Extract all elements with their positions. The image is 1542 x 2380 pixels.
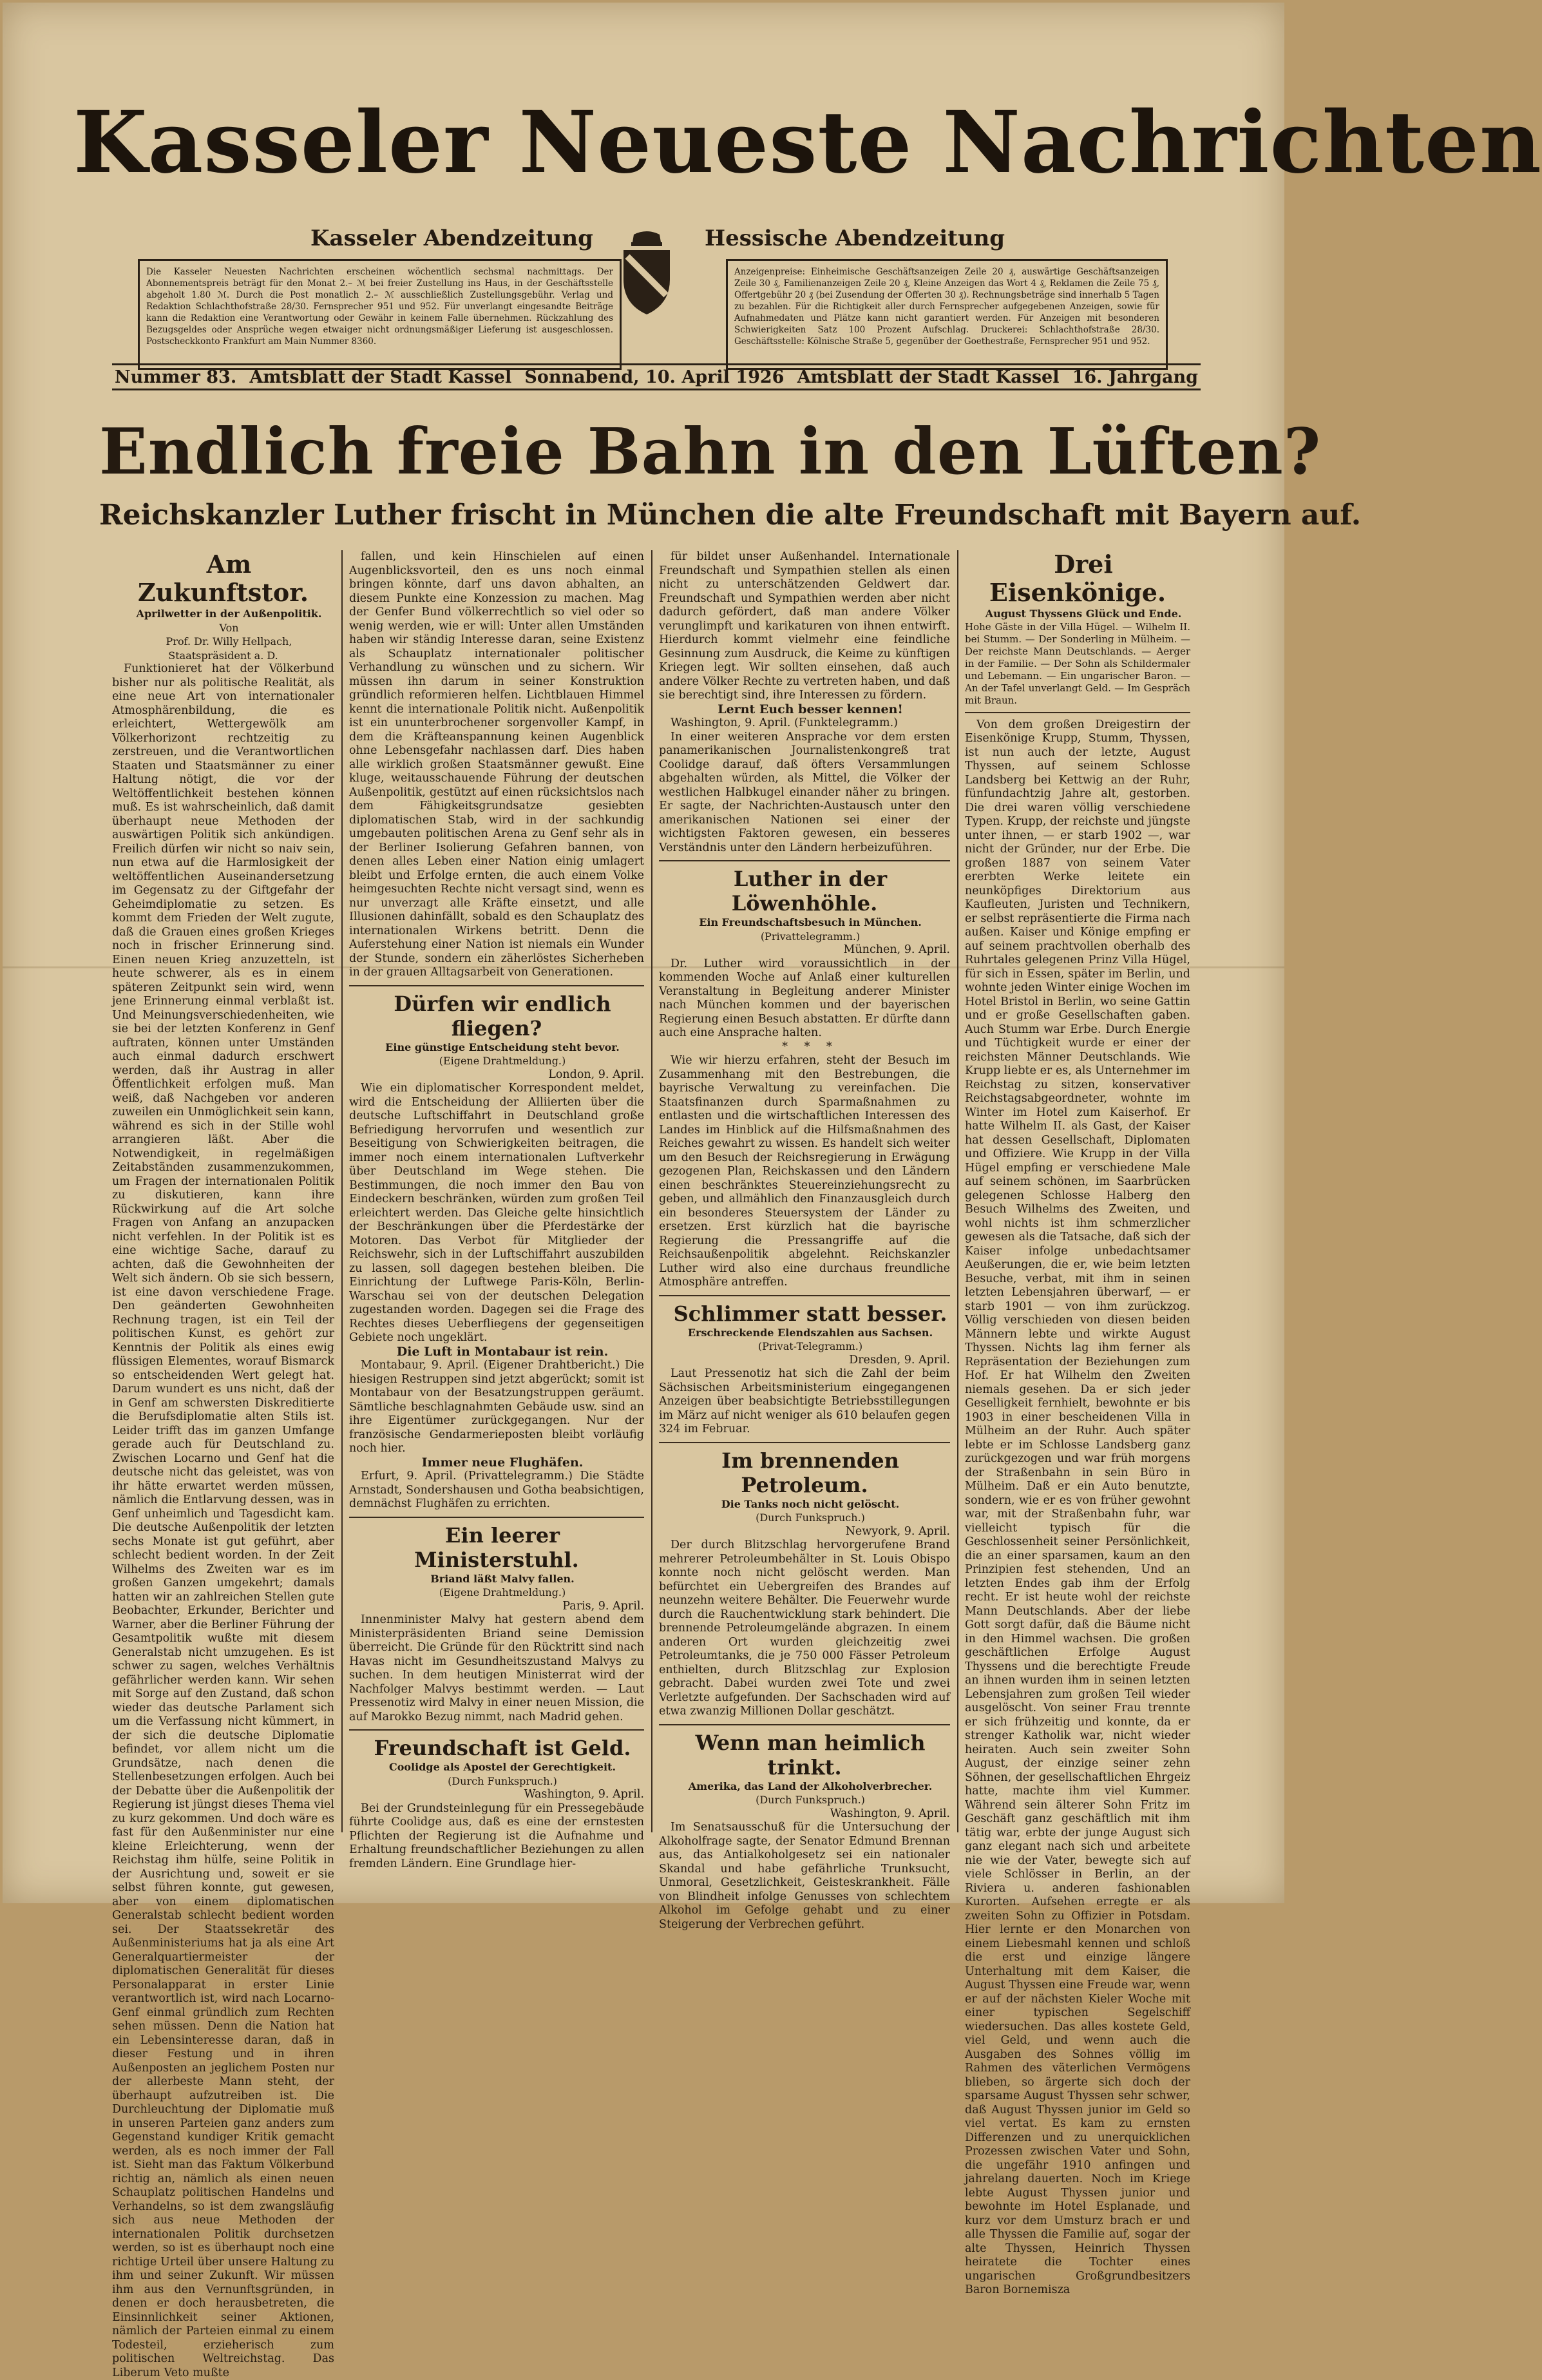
main-headline: Endlich freie Bahn in den Lüften? xyxy=(99,415,1322,489)
article-divider xyxy=(349,1517,644,1518)
article-source: (Durch Funkspruch.) xyxy=(756,1511,865,1524)
subscription-info-box: Die Kasseler Neuesten Nachrichten erscheinen wöchentlich sechsmal nachmittags. Der Abonnementspreis beträgt für den Monat 2.– ℳ bei freier Zustellung ins Haus, in der Geschäftsstelle abgeholt 1.80 ℳ. Durch die Post monatlich 2.– ℳ ausschließlich Zustellungsgebühr. Verlag und Redaktion Schlachthofstraße 28/30. Fernsprecher 951 und 952. Für unverlangt eingesandte Beiträge kann die Redaktion eine Verantwortung oder Gewähr in keinem Falle übernehmen. Rückzahlung des Bezugsgeldes oder Ansprüche wegen etwaiger nicht ordnungsmäßiger Lieferung ist ausgeschlossen. Postscheckkonto Frankfurt am Main Nummer 8360. xyxy=(138,259,622,370)
amtsblatt-label: Amtsblatt der Stadt Kassel xyxy=(249,367,512,387)
article-dateline: Washington, 9. April. xyxy=(524,1788,644,1801)
newspaper-page xyxy=(3,3,1542,2379)
article-body: fallen, und kein Hinschielen auf einen Augenblicksvorteil, den es uns noch einmal bringen könnte, darf uns davon abhalten, an diesem Punkte eine Konzession zu machen. Mag der Genfer Bund völkerrechtlich so viel oder so wenig werden, wie er will: Unter allen Umständen haben wir ständig Interesse daran, seine Existenz als Schauplatz internationaler politischer Verhandlung zu wünschen und zu sichern. Wir müssen ihn darum in seiner Konstruktion gründlich reformieren helfen. Lichtblauen Himmel kennt die internationale Politik nicht. Außenpolitik ist ein ununterbrochener sorgenvoller Kampf, in dem die Kräfteanspannung keinen Augenblick ohne Lebensgefahr nachlassen darf. Dies haben alle wirklich großen Staatsmänner gewußt. Eine kluge, weitausschauende Führung der deutschen Außenpolitik, gestützt auf einen rücksichtslos nach dem Fähigkeitsgrundsatze gesiebten diplomatischen Stab, wird in der sachkundig umgebauten politischen Arena zu Genf sehr als in der Berliner Isolierung Gefahren bannen, von denen alles Leben einer Nation einig umlagert bleibt und Erfolge ernten, die auch einem Volke heimgesuchten Rechte nicht versagt sind, wenn es nur unverzagt alle Kräfte einsetzt, und alle Illusionen dahinfällt, sobald es den Schauplatz des internationalen Wirkens betritt. Denn die Auferstehung einer Nation ist niemals ein Wunder der Stunde, sondern ein zäherlöstes Sicherheben in der grauen Alltagsarbeit von Generationen. xyxy=(349,550,644,979)
article-title: Ein leerer Ministerstuhl. xyxy=(414,1522,579,1572)
article-dateline: Washington, 9. April. (Funktelegramm.) xyxy=(671,716,899,729)
column-4 xyxy=(965,550,1190,2296)
article-divider xyxy=(349,985,644,986)
coat-of-arms-icon xyxy=(614,228,679,318)
dateline xyxy=(112,363,1201,390)
article-source: (Durch Funkspruch.) xyxy=(448,1774,557,1787)
article-body: Von dem großen Dreigestirn der Eisenkönige Krupp, Stumm, Thyssen, ist nun auch der letzte, August Thyssen, auf seinem Schlosse Landsberg bei Kettwig an der Ruhr, fünfundachtzig Jahre alt, gestorben. Die drei waren völlig verschiedene Typen. Krupp, der reichste und jüngste unter ihnen, — er starb 1902 —, war nicht der Gründer, nur der Erbe. Die großen 1887 von seinem Vater ererbten Werke leitete ein neunköpfiges Direktorium aus Kaufleuten, Juristen und Technikern, er selbst repräsentierte die Firma nach außen. Kaiser und Könige empfing er auf seinem prachtvollen oberhalb des Ruhrtales gelegenen Prinz Villa Hügel, für sich in Essen, später im Berlin, und wohnte jeden Winter einige Wochen im Hotel Bristol in Berlin, wo seine Gattin und er große Gesellschaften gaben. Auch Stumm war Erbe. Durch Energie und Tüchtigkeit wurde er einer der reichsten Männer Deutschlands. Wie Krupp liebte er es, als Unternehmer im Reichstag zu sitzen, konservativer Reichstagsabgeordneter, wohnte im Winter im Hotel zum Kaiserhof. Er hatte Wilhelm II. als Gast, der Kaiser hat dessen Gesellschaft, Diplomaten und Offiziere. Wie Krupp in der Villa Hügel empfing er verschiedene Male auf seinem schönen, im Saarbrücken gelegenen Schlosse Halberg den Besuch Wilhelms des Zweiten, und wohl nichts ist ihm schmerzlicher gewesen als die Tatsache, daß sich der Kaiser infolge unbedachtsamer Aeußerungen, die er, wie beim letzten Besuche, verbat, mit ihm in seinen letzten Lebensjahren überwarf, — er starb 1901 — von ihm zurückzog. Völlig verschieden von diesen beiden Männern lebte und wirkte August Thyssen. Nichts lag ihm ferner als Repräsentation der Beziehungen zum Hof. Er hat Wilhelm den Zweiten niemals gesehen. Da er sich jeder Geselligkeit fernhielt, bewohnte er bis 1903 in einer bescheidenen Villa in Mülheim an der Ruhr. Auch später lebte er im Schlosse Landsberg ganz zurückgezogen und war früh morgens der Straßenbahn in sein Büro in Mülheim. Daß er ein Auto benutzte, sondern, wie er es von früher gewohnt war, mit der Straßenbahn fuhr, war vielleicht typisch für die Geschlossenheit seiner Persönlichkeit, die an einer sparsamen, kaum an den Prinzipien fest stehenden, Und an letzten Endes gab ihm der Erfolg recht. Er ist heute wohl der reichste Mann Deutschlands. Aber der liebe Gott sorgt dafür, daß die Bäume nicht in den Himmel wachsen. Die großen geschäftlichen Erfolge August Thyssens und die berechtigte Freude an ihnen wurden ihm in seinen letzten Lebensjahren zum großen Teil wieder ausgelöscht. Von seiner Frau trennte er sich frühzeitig und konnte, da er strenger Katholik war, nicht wieder heiraten. Auch sein zweiter Sohn August, der einzige seiner zehn Söhnen, der gesellschaftlichen Ehrgeiz hatte, machte ihm viel Kummer. Während sein älterer Sohn Fritz im Geschäft ganz geschäftlich mit ihm tätig war, erbte der junge August sich ganz elegant nach sich und arbeitete nie wie der Vater, bewegte sich auf viele Schlösser in Berlin, an der Riviera u. anderen fashionablen Kurorten. Aufsehen erregte er als zweiten Sohn zu Offizier in Potsdam. Hier lernte er den Monarchen von einem Liebesmahl kennen und schloß die erst und einzige längere Unterhaltung mit dem Kaiser, die August Thyssen eine Freude war, wenn er auf der nächsten Kieler Woche mit einer typischen Segelschiff wiedersuchen. Das alles kostete Geld, viel Geld, und wenn auch die Ausgaben des Sohnes völlig im Rahmen des väterlichen Vermögens blieben, so ärgerte sich doch der sparsame August Thyssen sehr schwer, daß August Thyssen junior im Geld so viel vertat. Es kam zu ernsten Differenzen und zu unerquicklichen Prozessen zwischen Vater und Sohn, die ungefähr 1910 anfingen und jahrelang dauerten. Noch im Kriege lebte August Thyssen junior und bewohnte im Hotel Esplanade, und kurz vor dem Umsturz brach er und alle Thyssen die Familie auf, sogar der alte Thyssen, Heinrich Thyssen heiratete die Tochter eines ungarischen Großgrundbesitzers Baron Bornemisza xyxy=(965,718,1190,2296)
article-divider xyxy=(349,1729,644,1731)
article-source: (Privat-Telegramm.) xyxy=(757,1340,863,1352)
article-dateline: Newyork, 9. April. xyxy=(845,1524,950,1538)
article-title: Freundschaft ist Geld. xyxy=(374,1736,631,1760)
article-kicker: Die Tanks noch nicht gelöscht. xyxy=(721,1497,900,1510)
article-body: Innenminister Malvy hat gestern abend dem Ministerpräsidenten Briand seine Demission überreicht. Die Gründe für den Rücktritt sind nach Havas nicht im Gesundheitszustand Malvys zu suchen. In dem heutigen Ministerrat wird der Nachfolger Malvys bestimmt werden. — Laut Pressenotiz wird Malvy in einer neuen Mission, die auf Marokko Bezug nimmt, nach Madrid gehen. xyxy=(349,1613,644,1723)
article-title: Die Luft in Montabaur ist rein. xyxy=(396,1344,609,1359)
article-kicker: Amerika, das Land der Alkoholverbrecher. xyxy=(688,1780,933,1792)
article-title: Immer neue Flughäfen. xyxy=(421,1455,584,1470)
article-kicker: Briand läßt Malvy fallen. xyxy=(430,1572,575,1585)
article-body: Montabaur, 9. April. (Eigener Drahtbericht.) Die hiesigen Restruppen sind jetzt abgerückt; somit ist Montabaur von der Besatzungstruppen geräumt. Sämtliche beschlagnahmten Gebäude usw. sind an ihre Eigentümer zurückgegangen. Nur der französische Gendarmerieposten bleibt vorläufig noch hier. xyxy=(349,1359,644,1455)
masthead-title: Kasseler Neueste Nachrichten xyxy=(73,93,1542,193)
article-divider xyxy=(659,1295,950,1296)
article-kicker: Coolidge als Apostel der Gerechtigkeit. xyxy=(388,1761,616,1773)
column-2 xyxy=(349,550,644,1870)
sub-headline: Reichskanzler Luther frischt in München die alte Freundschaft mit Bayern auf. xyxy=(99,499,1362,532)
column-3 xyxy=(659,550,950,1931)
masthead-subtitle-left: Kasseler Abendzeitung xyxy=(310,226,593,251)
article-dateline: Paris, 9. April. xyxy=(562,1599,644,1613)
article-title: Wenn man heimlich trinkt. xyxy=(695,1730,926,1780)
article-source: (Durch Funkspruch.) xyxy=(756,1794,865,1806)
issue-number: Nummer 83. xyxy=(115,367,237,387)
article-kicker: Erschreckende Elendszahlen aus Sachsen. xyxy=(687,1326,933,1339)
article-divider xyxy=(965,712,1190,713)
article-source: (Privattelegramm.) xyxy=(760,930,861,943)
article-title: Dürfen wir endlich fliegen? xyxy=(394,991,611,1041)
column-1 xyxy=(112,550,334,2379)
article-body: Bei der Grundsteinlegung für ein Pressegebäude führte Coolidge aus, daß es eine der ernstesten Pflichten der Regierung ist die Aufnahme und Erhaltung freundschaftlicher Beziehungen zu allen fremden Ländern. Eine Grundlage hier- xyxy=(349,1801,644,1870)
article-body: Funktionieret hat der Völkerbund bisher nur als politische Realität, als eine neue Art von internationaler Atmosphärenbildung, die es erleichtert, Wettergewölk am Völkerhorizont rechtzeitig zu zerstreuen, und die Verantwortlichen Staaten und Staatsmänner zu einer Haltung nötigt, die vor der Weltöffentlichkeit bestehen können muß. Es ist wahrscheinlich, daß damit überhaupt neue Methoden der auswärtigen Politik sich ankündigen. Freilich dürfen wir nicht so naiv sein, nun etwa auf die Harmlosigkeit der weltöffentlichen Auseinandersetzung im Gegensatz zu der Giftgefahr der Geheimdiplomatie zu setzen. Es kommt dem Frieden der Welt zugute, daß die Grauen eines großen Krieges noch in frischer Erinnerung sind. Einen neuen Krieg anzuzetteln, ist heute schwerer, als es in einem späteren Zeitpunkt sein wird, wenn jene Erinnerung einmal verblaßt ist. Und Meinungsverschiedenheiten, wie sie bei der letzten Konferenz in Genf auftraten, können unter Umständen auch einmal dadurch erschwert werden, daß ihr Austrag in aller Öffentlichkeit erfolgen muß. Man weiß, daß Nachgeben vor anderen zuweilen ein Unmöglichkeit sein kann, während es sich in der Stille wohl arrangieren läßt. Aber die Notwendigkeit, in regelmäßigen Zeitabständen zusammenzukommen, um Fragen der internationalen Politik zu diskutieren, kann ihre Rückwirkung auf die Art solche Fragen von Anfang an anzupacken nicht verfehlen. In der Politik ist es eine wichtige Sache, darauf zu achten, daß die Gewohnheiten der Welt sich ändern. Ob sie sich bessern, ist eine davon verschiedene Frage. Den geänderten Gewohnheiten Rechnung tragen, ist ein Teil der politischen Kunst, es gehört zur Kenntnis der Politik als eines ewig flüssigen Elementes, worauf Bismarck so entscheidenden Wert gelegt hat. Darum wundert es uns nicht, daß der in Genf am schwersten Diskreditierte die Berufsdiplomatie alten Stils ist. Leider trifft das im ganzen Umfange gerade auch für Deutschland zu. Zwischen Locarno und Genf hat die deutsche nicht das geleistet, was von ihr hätte erwartet werden müssen, nämlich die Entlarvung dessen, was in Genf unheimlich und Tagesdicht kam. Die deutsche Außenpolitik der letzten sechs Monate ist gut geführt, aber schlecht bedient worden. In der Zeit Wilhelms des Zweiten war es im großen Ganzen umgekehrt; damals hatten wir an zahlreichen Stellen gute Beobachter, Erkunder, Berichter und Warner, aber die Berliner Führung der Gesamtpolitik wußte mit diesem Generalstab nicht umzugehen. Es ist schwer zu sagen, welches Verhältnis gefährlicher werden kann. Wir sehen mit Sorge auf den Zustand, daß schon wieder das deutsche Parlament sich um die Verfassung nicht kümmert, in der sich die deutsche Diplomatie befindet, vor allem nicht um die Grundsätze, nach denen die Stellenbesetzungen erfolgen. Auch bei der Debatte über die Außenpolitik der Regierung ist jüngst dieses Thema viel zu kurz gekommen. Und doch wäre es fast für den Außenminister nur eine kleine Erleichterung, wenn der Reichstag ihm hülfe, seine Politik in der Ausrichtung und, soweit er sie selbst führen konnte, gut gewesen, aber von einem diplomatischen Generalstab schlecht bedient worden sei. Der Staatssekretär des Außenministeriums hat ja als eine Art Generalquartiermeister der diplomatischen Generalität für dieses Personalapparat in erster Linie verantwortlich ist, wird nach Locarno-Genf einmal gründlich zum Rechten sehen müssen. Denn die Nation hat ein Lebensinteresse daran, daß in dieser Festung und in ihren Außenposten an jeglichem Posten nur der allerbeste Mann steht, der überhaupt aufzutreiben ist. Die Durchleuchtung der Diplomatie muß in unseren Parteien ganz anders zum Gegenstand kundiger Kritik gemacht werden, als es noch immer der Fall ist. Sieht man das Faktum Völkerbund richtig an, nämlich als einen neuen Schauplatz politischen Handelns und Verhandelns, so ist dem zwangsläufig sich aus neue Methoden der internationalen Politik durchsetzen werden, so ist es überhaupt noch eine richtige Urteil über unsere Haltung zu ihm und seiner Zukunft. Wir müssen ihm aus den Vernunftsgründen, in denen er doch herausbetreten, die Einsinnlichkeit seiner Aktionen, nämlich der Parteien einmal zu einem Todesteil, erzieherisch zum politischen Weltreichstag. Das Liberum Veto mußte xyxy=(112,662,334,2379)
article-kicker: August Thyssens Glück und Ende. xyxy=(985,608,1182,620)
article-source: (Eigene Drahtmeldung.) xyxy=(439,1586,566,1598)
article-body: In einer weiteren Ansprache vor dem ersten panamerikanischen Journalistenkongreß trat Coolidge darauf, daß öfters Versammlungen abgehalten würden, als Mittel, die Völker der westlichen Halbkugel einander näher zu bringen. Er sagte, der Nachrichten-Austausch unter den amerikanischen Nationen sei einer der wichtigsten Faktoren gewesen, ein besseres Verständnis unter den Ländern herbeizuführen. xyxy=(659,730,950,854)
article-body: Im Senatsausschuß für die Untersuchung der Alkoholfrage sagte, der Senator Edmund Brennan aus, das Antialkoholgesetz sei ein nationaler Skandal und habe gefährliche Trunksucht, Unmoral, Gesetzlichkeit, Geisteskrankheit. Fälle von Blindheit infolge Genusses von schlechtem Alkohol im Gefolge gehabt und zu einer Steigerung der Verbrechen geführt. xyxy=(659,1821,950,1931)
column-rule xyxy=(651,550,652,1832)
article-kicker: Eine günstige Entscheidung steht bevor. xyxy=(385,1041,620,1053)
article-kicker: Ein Freundschaftsbesuch in München. xyxy=(699,916,922,928)
article-dateline: London, 9. April. xyxy=(548,1068,644,1081)
column-rule xyxy=(341,550,343,1832)
article-dateline: Washington, 9. April. xyxy=(830,1807,950,1820)
article-kicker: Aprilwetter in der Außenpolitik. xyxy=(136,608,322,620)
article-title: Drei Eisenkönige. xyxy=(989,550,1166,607)
article-dateline: Dresden, 9. April. xyxy=(849,1353,950,1367)
volume: 16. Jahrgang xyxy=(1072,367,1198,387)
article-title: Schlimmer statt besser. xyxy=(673,1301,947,1326)
separator-stars: * * * xyxy=(782,1040,839,1053)
advertising-rates-box: Anzeigenpreise: Einheimische Geschäftsanzeigen Zeile 20 ₰, auswärtige Geschäftsanzeigen Zeile 30 ₰, Familienanzeigen Zeile 20 ₰, Kleine Anzeigen das Wort 4 ₰, Reklamen die Zeile 75 ₰, Offertgebühr 20 ₰ (bei Zusendung der Offerten 30 ₰). Rechnungsbeträge sind innerhalb 5 Tagen zu bezahlen. Für die Richtigkeit aller durch Fernsprecher aufgegebenen Anzeigen, sowie für Aufnahmedaten und Plätze kann nicht garantiert werden. Für Anzeigen mit besonderen Schwierigkeiten Satz 100 Prozent Aufschlag. Druckerei: Schlachthofstraße 28/30. Geschäftsstelle: Kölnische Straße 5, gegenüber der Goethestraße, Fernsprecher 951 und 952. xyxy=(726,259,1168,370)
article-title: Luther in der Löwenhöhle. xyxy=(731,867,888,916)
article-body: für bildet unser Außenhandel. Internationale Freundschaft und Sympathien stellen als einen nicht zu unterschätzenden Geldwert dar. Freundschaft und Sympathien werden aber nicht dadurch gefördert, daß man andere Völker verunglimpft und karikaturen von ihnen entwirft. Hierdurch kommt vielmehr eine feindliche Gesinnung zum Ausdruck, die Keime zu künftigen Kriegen legt. Wir sollten einsehen, daß auch andere Völker Rechte zu vertreten haben, und daß sie berechtigt sind, ihre Interessen zu fördern. xyxy=(659,550,950,702)
article-lead: Hohe Gäste in der Villa Hügel. — Wilhelm II. bei Stumm. — Der Sonderling in Mülheim. — Der reichste Mann Deutschlands. — Aerger in der Familie. — Der Sohn als Schildermaler und Lebemann. — Ein ungarischer Baron. — An der Tafel unverlangt Geld. — Im Gespräch mit Braun. xyxy=(965,620,1190,706)
masthead-subtitle-right: Hessische Abendzeitung xyxy=(705,226,1005,251)
article-body: Dr. Luther wird voraussichtlich in der kommenden Woche auf Anlaß einer kulturellen Veranstaltung in Begleitung anderer Minister nach München kommen und der bayerischen Regierung einen Besuch abstatten. Er dürfte dann auch eine Ansprache halten. xyxy=(659,957,950,1039)
amtsblatt-label-2: Amtsblatt der Stadt Kassel xyxy=(797,367,1060,387)
article-divider xyxy=(659,860,950,861)
article-divider xyxy=(659,1442,950,1443)
byline-von: Von xyxy=(219,621,239,634)
article-author: Prof. Dr. Willy Hellpach, Staatspräsident a. D. xyxy=(166,635,292,662)
article-body: Wie ein diplomatischer Korrespondent meldet, wird die Entscheidung der Alliierten über die deutsche Luftschiffahrt in Deutschland große Befriedigung hervorrufen und wesentlich zur Beseitigung von Schwierigkeiten beitragen, die immer noch einem internationalen Luftverkehr über Deutschland im Wege stehen. Die Bestimmungen, die noch immer den Bau von Eindeckern beschränken, würden zum großen Teil erleichtert werden. Das Gleiche gelte hinsichtlich der Beschränkungen über die Pferdestärke der Motoren. Das Verbot für Mitglieder der Reichswehr, sich in der Luftschiffahrt auszubilden zu lassen, soll dagegen bestehen bleiben. Die Einrichtung der Luftwege Paris-Köln, Berlin-Warschau sei von der deutschen Delegation zugestanden worden. Dagegen sei die Frage des Rechtes dieses Ueberfliegens der gegenseitigen Gebiete noch ungeklärt. xyxy=(349,1082,644,1344)
article-body: Erfurt, 9. April. (Privattelegramm.) Die Städte Arnstadt, Sondershausen und Gotha beabsichtigen, demnächst Flughäfen zu errichten. xyxy=(349,1470,644,1510)
article-body: Laut Pressenotiz hat sich die Zahl der beim Sächsischen Arbeitsministerium eingegangenen Anzeigen über beabsichtigte Betriebsstillegungen im März auf nicht weniger als 610 belaufen gegen 324 im Februar. xyxy=(659,1367,950,1435)
article-title: Am Zukunftstor. xyxy=(138,550,309,607)
article-source: (Eigene Drahtmeldung.) xyxy=(439,1055,566,1067)
issue-date: Sonnabend, 10. April 1926 xyxy=(524,367,785,387)
article-divider xyxy=(659,1724,950,1725)
article-body: Der durch Blitzschlag hervorgerufene Brand mehrerer Petroleumbehälter in St. Louis Obispo konnte noch nicht gelöscht werden. Man befürchtet ein Uebergreifen des Brandes auf neunzehn weitere Behälter. Die Feuerwehr wurde durch die Rauchentwicklung stark behindert. Die brennende Petroleumgelände abgrazen. In einem anderen Ort wurden gleichzeitig zwei Petroleumtanks, die je 750 000 Fässer Petroleum enthielten, durch Blitzschlag zur Explosion gebracht. Dabei wurden zwei Tote und zwei Verletzte aufgefunden. Der Sachschaden wird auf etwa zwanzig Millionen Dollar geschätzt. xyxy=(659,1539,950,1718)
article-dateline: München, 9. April. xyxy=(843,943,950,956)
article-body: Wie wir hierzu erfahren, steht der Besuch im Zusammenhang mit den Bestrebungen, die bayrische Verwaltung zu vereinfachen. Die Staatsfinanzen durch Sparmaßnahmen zu entlasten und die wirtschaftlichen Interessen des Landes im Hinblick auf die Hilfsmaßnahmen des Reiches gewahrt zu wissen. Es handelt sich weiter um den Besuch der Reichsregierung in Erwägung gezogenen Plan, Reichskassen und den Ländern einen beschränktes Steuereinziehungsrecht zu geben, und allmählich den Finanzausgleich durch ein besonderes Steuersystem der Länder zu ersetzen. Erst kürzlich hat die bayrische Regierung die Pressangriffe auf die Reichsaußenpolitik abgelehnt. Reichskanzler Luther wird also eine durchaus freundliche Atmosphäre antreffen. xyxy=(659,1054,950,1289)
article-title: Im brennenden Petroleum. xyxy=(721,1448,899,1497)
article-title: Lernt Euch besser kennen! xyxy=(718,702,903,716)
column-rule xyxy=(957,550,958,1832)
